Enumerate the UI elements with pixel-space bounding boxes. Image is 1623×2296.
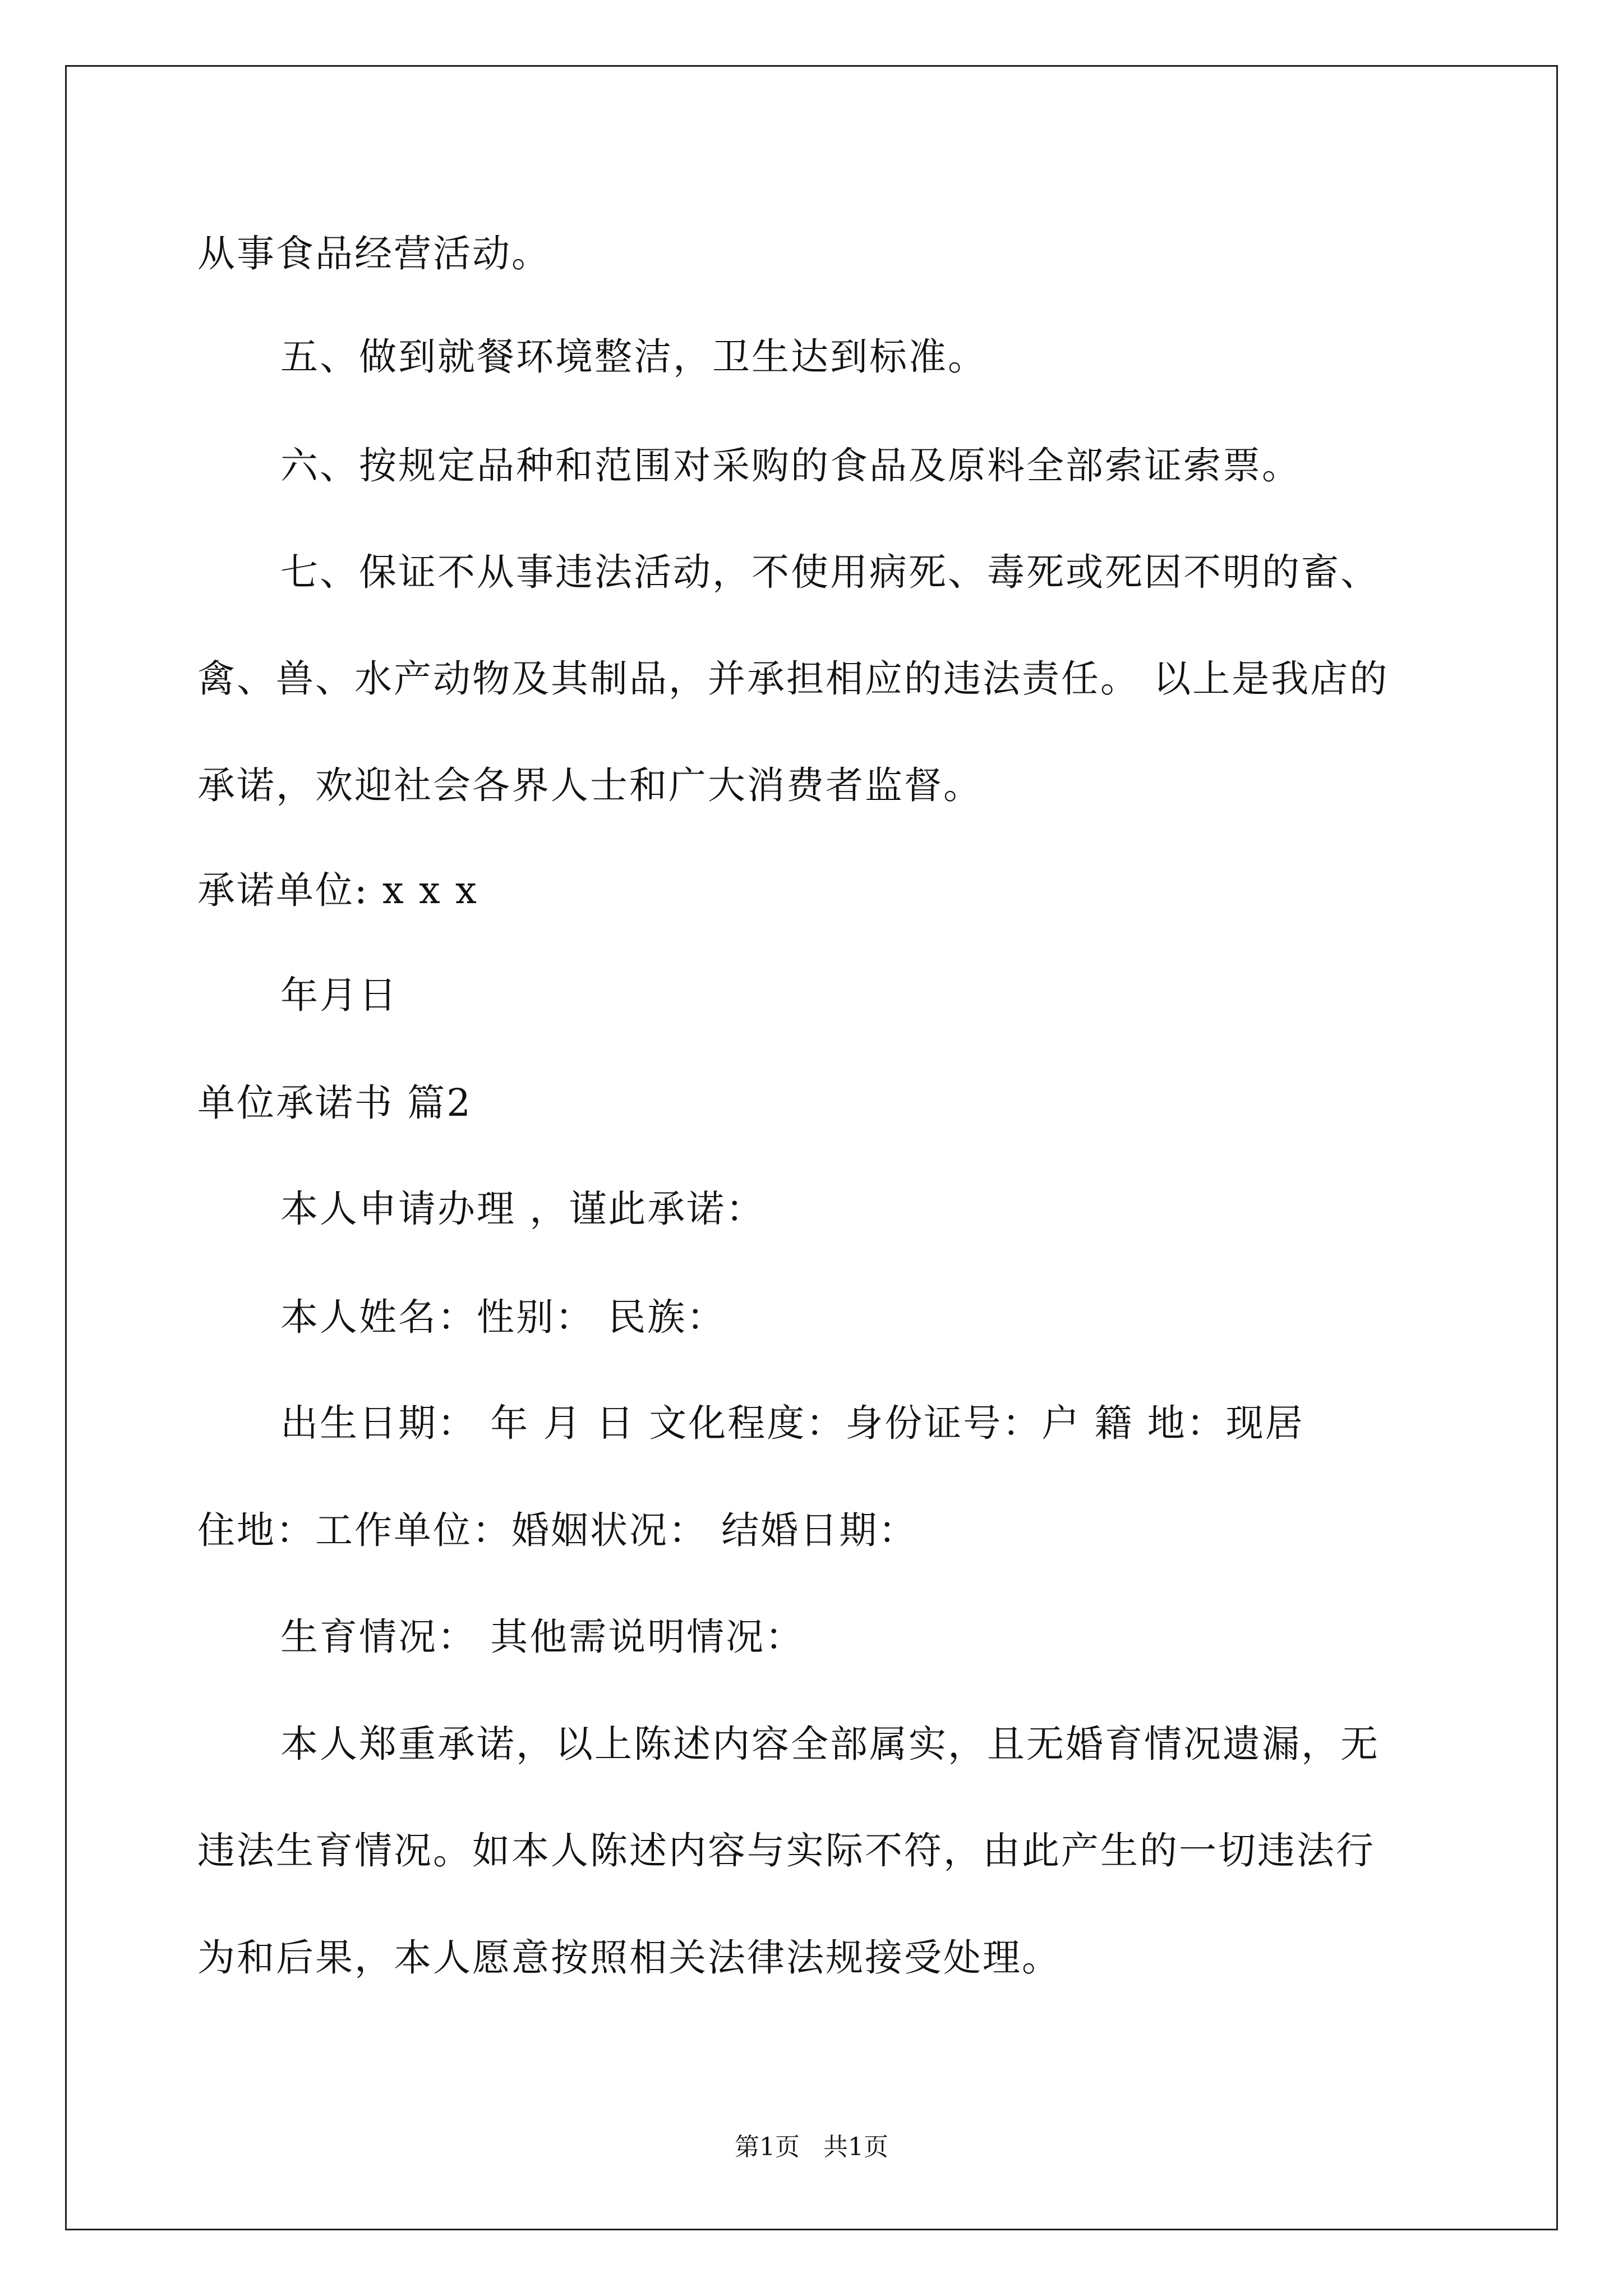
body-line-11: 生育情况： 其他需说明情况： bbox=[280, 1615, 805, 1659]
body-line-2: 五、做到就餐环境整洁，卫生达到标准。 bbox=[280, 335, 987, 379]
body-line-10: 住地：工作单位：婚姻状况： 结婚日期： bbox=[197, 1508, 918, 1552]
signature-unit-line: 承诺单位: x x x bbox=[197, 868, 478, 912]
body-line-5: 禽、兽、水产动物及其制品，并承担相应的违法责任。 以上是我店的 bbox=[197, 657, 1389, 701]
body-line-3: 六、按规定品种和范围对采购的食品及原料全部索证索票。 bbox=[280, 444, 1301, 487]
body-line-12: 本人郑重承诺，以上陈述内容全部属实，且无婚育情况遗漏，无 bbox=[280, 1722, 1380, 1766]
body-line-6: 承诺，欢迎社会各界人士和广大消费者监督。 bbox=[197, 763, 983, 807]
body-line-1: 从事食品经营活动。 bbox=[197, 232, 551, 275]
page-footer: 第1页 共1页 bbox=[735, 2133, 888, 2161]
body-line-9: 出生日期： 年 月 日 文化程度：身份证号：户 籍 地：现居 bbox=[280, 1401, 1304, 1445]
body-line-7: 本人申请办理 ，谨此承诺： bbox=[280, 1187, 766, 1231]
section-heading: 单位承诺书 篇2 bbox=[197, 1081, 472, 1125]
body-line-13: 违法生育情况。如本人陈述内容与实际不符，由此产生的一切违法行 bbox=[197, 1829, 1375, 1872]
date-line: 年月日 bbox=[280, 973, 398, 1017]
body-line-4: 七、保证不从事违法活动，不使用病死、毒死或死因不明的畜、 bbox=[280, 550, 1380, 594]
body-line-14: 为和后果，本人愿意按照相关法律法规接受处理。 bbox=[197, 1936, 1061, 1980]
body-line-8: 本人姓名：性别： 民族： bbox=[280, 1295, 726, 1339]
page-border bbox=[65, 65, 1558, 2230]
